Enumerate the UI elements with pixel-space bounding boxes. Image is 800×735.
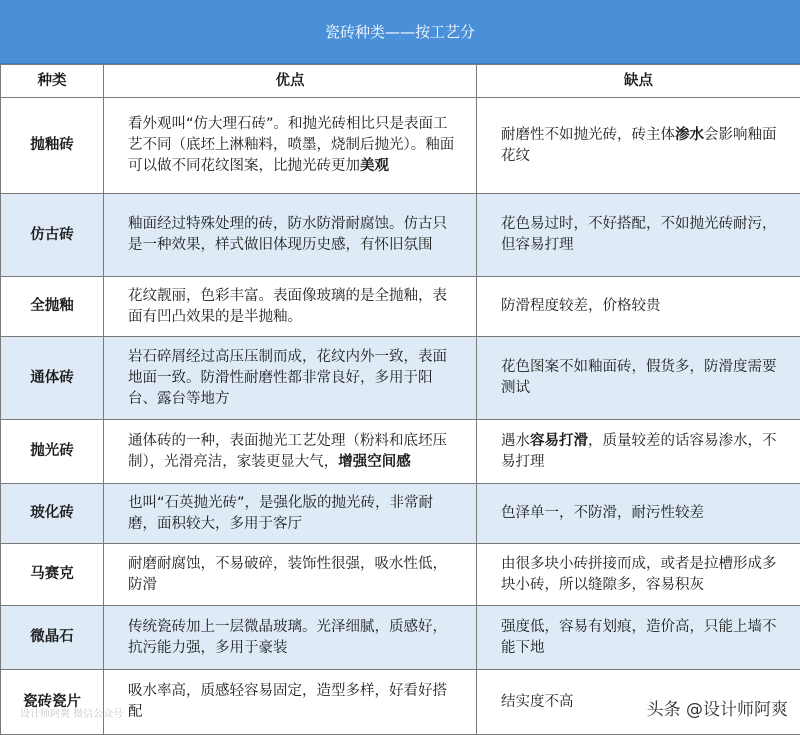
table-row bbox=[1, 544, 800, 606]
cell-text: 花纹靓丽，色彩丰富。表面像玻璃的是全抛釉，表面有凹凸效果的是半抛釉。 bbox=[128, 288, 447, 325]
watermark-small: 设计师阿爽 微信公众号 bbox=[20, 705, 123, 720]
tile-comparison-table bbox=[0, 64, 800, 735]
header-kind: 种类 bbox=[1, 65, 104, 98]
cell-cons bbox=[477, 98, 800, 194]
cell-pros bbox=[104, 98, 477, 194]
cell-kind: 全抛釉 bbox=[1, 277, 104, 337]
cell-pros bbox=[104, 277, 477, 337]
header-row bbox=[1, 65, 800, 98]
header-cons: 缺点 bbox=[477, 65, 800, 98]
table-title: 瓷砖种类——按工艺分 bbox=[0, 0, 800, 64]
cell-text: ，质量较差的话容易渗水，不易打理 bbox=[501, 433, 777, 470]
table-row bbox=[1, 484, 800, 544]
cell-pros bbox=[104, 420, 477, 484]
cell-text: 花色图案不如釉面砖，假货多，防滑度需要测试 bbox=[501, 359, 777, 396]
cell-text: 也叫“石英抛光砖”，是强化版的抛光砖，非常耐磨，面积较大，多用于客厅 bbox=[128, 495, 433, 532]
cell-kind: 抛釉砖 bbox=[1, 98, 104, 194]
cell-text: 吸水率高，质感轻容易固定，造型多样，好看好搭配 bbox=[128, 683, 447, 720]
cell-pros bbox=[104, 544, 477, 606]
cell-pros bbox=[104, 670, 477, 735]
table-row bbox=[1, 606, 800, 670]
emphasis-text: 美观 bbox=[360, 158, 389, 174]
cell-cons bbox=[477, 606, 800, 670]
cell-text: 釉面经过特殊处理的砖，防水防滑耐腐蚀。仿古只是一种效果，样式做旧体现历史感，有怀旧氛围 bbox=[128, 216, 447, 253]
cell-kind: 瓷砖瓷片 bbox=[1, 670, 104, 735]
cell-text: 由很多块小砖拼接而成，或者是拉槽形成多块小砖，所以缝隙多，容易积灰 bbox=[501, 556, 777, 593]
emphasis-text: 增强空间感 bbox=[338, 454, 411, 470]
cell-cons bbox=[477, 484, 800, 544]
cell-text: 花色易过时，不好搭配，不如抛光砖耐污，但容易打理 bbox=[501, 216, 777, 253]
cell-text: 防滑程度较差，价格较贵 bbox=[501, 298, 661, 314]
cell-text: 传统瓷砖加上一层微晶玻璃。光泽细腻，质感好，抗污能力强，多用于豪装 bbox=[128, 619, 447, 656]
table-row bbox=[1, 337, 800, 420]
cell-text: 通体砖的一种，表面抛光工艺处理（粉料和底坯压制），光滑亮洁，家装更显大气， bbox=[128, 433, 447, 470]
cell-text: 耐磨耐腐蚀，不易破碎，装饰性很强，吸水性低，防滑 bbox=[128, 556, 447, 593]
cell-pros bbox=[104, 337, 477, 420]
cell-text: 耐磨性不如抛光砖，砖主体 bbox=[501, 127, 675, 143]
cell-text: 会影响釉面花纹 bbox=[501, 127, 777, 164]
cell-kind: 抛光砖 bbox=[1, 420, 104, 484]
cell-cons bbox=[477, 277, 800, 337]
cell-cons bbox=[477, 544, 800, 606]
emphasis-text: 渗水 bbox=[675, 127, 704, 143]
cell-text: 色泽单一，不防滑，耐污性较差 bbox=[501, 505, 704, 521]
emphasis-text: 容易打滑 bbox=[530, 433, 588, 449]
cell-kind: 玻化砖 bbox=[1, 484, 104, 544]
cell-text: 结实度不高 bbox=[501, 694, 574, 710]
table-row bbox=[1, 98, 800, 194]
cell-kind: 通体砖 bbox=[1, 337, 104, 420]
watermark: 头条 @设计师阿爽 bbox=[647, 695, 788, 720]
table-row bbox=[1, 277, 800, 337]
cell-text: 遇水 bbox=[501, 433, 530, 449]
cell-cons bbox=[477, 337, 800, 420]
cell-pros bbox=[104, 194, 477, 277]
cell-cons bbox=[477, 194, 800, 277]
table-row bbox=[1, 194, 800, 277]
cell-text: 看外观叫“仿大理石砖”。和抛光砖相比只是表面工艺不同（底坯上淋釉料，喷墨，烧制后抛光）。釉面可以做不同花纹图案，比抛光砖更加 bbox=[128, 116, 454, 174]
cell-kind: 微晶石 bbox=[1, 606, 104, 670]
cell-pros bbox=[104, 484, 477, 544]
header-pros: 优点 bbox=[104, 65, 477, 98]
cell-kind: 仿古砖 bbox=[1, 194, 104, 277]
cell-text: 强度低，容易有划痕，造价高，只能上墙不能下地 bbox=[501, 619, 777, 656]
table-row bbox=[1, 420, 800, 484]
cell-cons bbox=[477, 420, 800, 484]
cell-pros bbox=[104, 606, 477, 670]
cell-text: 岩石碎屑经过高压压制而成，花纹内外一致，表面地面一致。防滑性耐磨性都非常良好，多用于阳台、露台等地方 bbox=[128, 349, 447, 407]
cell-kind: 马赛克 bbox=[1, 544, 104, 606]
